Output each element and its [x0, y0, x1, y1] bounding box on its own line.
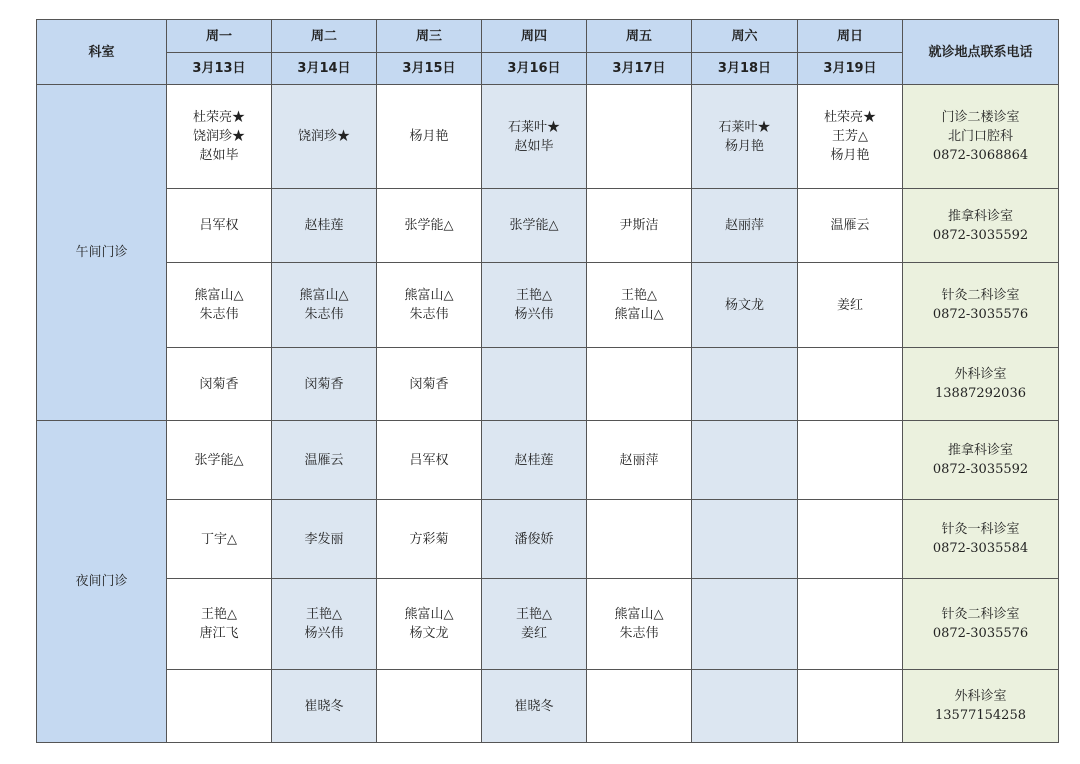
location-header: 就诊地点联系电话 [903, 20, 1059, 85]
doctor-cell: 王艳△ 杨兴伟 [272, 579, 377, 670]
location-phone-cell: 门诊二楼诊室 北门口腔科 0872-3068864 [903, 85, 1059, 189]
doctor-cell: 赵丽萍 [692, 189, 798, 263]
date-header: 3月15日 [377, 53, 482, 85]
weekday-header: 周日 [798, 20, 903, 53]
weekday-header: 周五 [587, 20, 692, 53]
doctor-cell: 张学能△ [167, 421, 272, 500]
date-header: 3月18日 [692, 53, 798, 85]
doctor-cell: 闵菊香 [167, 348, 272, 421]
schedule-row [37, 85, 1059, 189]
weekday-header: 周四 [482, 20, 587, 53]
schedule-row [37, 500, 1059, 579]
schedule-table [36, 19, 1059, 743]
doctor-cell: 崔晓冬 [482, 670, 587, 743]
doctor-cell [482, 348, 587, 421]
doctor-cell: 尹斯洁 [587, 189, 692, 263]
doctor-cell: 丁宇△ [167, 500, 272, 579]
doctor-cell [692, 500, 798, 579]
date-header: 3月14日 [272, 53, 377, 85]
doctor-cell: 王艳△ 唐江飞 [167, 579, 272, 670]
doctor-cell [798, 670, 903, 743]
doctor-cell [692, 421, 798, 500]
schedule-row [37, 670, 1059, 743]
doctor-cell: 吕军权 [377, 421, 482, 500]
doctor-cell: 石莱叶★ 杨月艳 [692, 85, 798, 189]
doctor-cell: 崔晓冬 [272, 670, 377, 743]
doctor-cell: 温雁云 [798, 189, 903, 263]
doctor-cell: 赵丽萍 [587, 421, 692, 500]
doctor-cell [587, 500, 692, 579]
doctor-cell: 杜荣亮★ 饶润珍★ 赵如毕 [167, 85, 272, 189]
dept-name-cell: 午间门诊 [37, 85, 167, 421]
weekday-header: 周一 [167, 20, 272, 53]
doctor-cell: 杜荣亮★ 王芳△ 杨月艳 [798, 85, 903, 189]
location-phone-cell: 针灸一科诊室 0872-3035584 [903, 500, 1059, 579]
schedule-row [37, 421, 1059, 500]
dept-name-cell: 夜间门诊 [37, 421, 167, 743]
doctor-cell: 姜红 [798, 263, 903, 348]
location-phone-cell: 外科诊室 13577154258 [903, 670, 1059, 743]
doctor-cell [798, 579, 903, 670]
doctor-cell: 杨月艳 [377, 85, 482, 189]
schedule-row [37, 189, 1059, 263]
doctor-cell: 熊富山△ 朱志伟 [377, 263, 482, 348]
doctor-cell: 熊富山△ 朱志伟 [587, 579, 692, 670]
doctor-cell [167, 670, 272, 743]
date-header: 3月17日 [587, 53, 692, 85]
location-phone-cell: 针灸二科诊室 0872-3035576 [903, 579, 1059, 670]
doctor-cell [587, 670, 692, 743]
schedule-row [37, 348, 1059, 421]
doctor-cell: 赵桂莲 [482, 421, 587, 500]
location-phone-cell: 针灸二科诊室 0872-3035576 [903, 263, 1059, 348]
doctor-cell [692, 579, 798, 670]
weekday-header: 周六 [692, 20, 798, 53]
doctor-cell: 王艳△ 姜红 [482, 579, 587, 670]
doctor-cell: 杨文龙 [692, 263, 798, 348]
doctor-cell: 赵桂莲 [272, 189, 377, 263]
doctor-cell: 温雁云 [272, 421, 377, 500]
header-row-weekdays [37, 20, 1059, 53]
weekday-header: 周三 [377, 20, 482, 53]
date-header: 3月19日 [798, 53, 903, 85]
doctor-cell: 熊富山△ 杨文龙 [377, 579, 482, 670]
doctor-cell: 张学能△ [482, 189, 587, 263]
doctor-cell: 王艳△ 熊富山△ [587, 263, 692, 348]
doctor-cell [798, 500, 903, 579]
doctor-cell: 饶润珍★ [272, 85, 377, 189]
location-phone-cell: 推拿科诊室 0872-3035592 [903, 421, 1059, 500]
weekday-header: 周二 [272, 20, 377, 53]
doctor-cell [798, 421, 903, 500]
doctor-cell [587, 85, 692, 189]
schedule-row [37, 579, 1059, 670]
doctor-cell: 张学能△ [377, 189, 482, 263]
doctor-cell [377, 670, 482, 743]
doctor-cell [587, 348, 692, 421]
location-phone-cell: 推拿科诊室 0872-3035592 [903, 189, 1059, 263]
doctor-cell: 王艳△ 杨兴伟 [482, 263, 587, 348]
doctor-cell: 潘俊娇 [482, 500, 587, 579]
doctor-cell [692, 348, 798, 421]
doctor-cell: 方彩菊 [377, 500, 482, 579]
doctor-cell: 闵菊香 [377, 348, 482, 421]
doctor-cell: 闵菊香 [272, 348, 377, 421]
date-header: 3月16日 [482, 53, 587, 85]
doctor-cell: 吕军权 [167, 189, 272, 263]
schedule-row [37, 263, 1059, 348]
doctor-cell: 李发丽 [272, 500, 377, 579]
location-phone-cell: 外科诊室 13887292036 [903, 348, 1059, 421]
doctor-cell [692, 670, 798, 743]
doctor-cell: 熊富山△ 朱志伟 [272, 263, 377, 348]
doctor-cell: 石莱叶★ 赵如毕 [482, 85, 587, 189]
doctor-cell [798, 348, 903, 421]
date-header: 3月13日 [167, 53, 272, 85]
dept-header: 科室 [37, 20, 167, 85]
doctor-cell: 熊富山△ 朱志伟 [167, 263, 272, 348]
